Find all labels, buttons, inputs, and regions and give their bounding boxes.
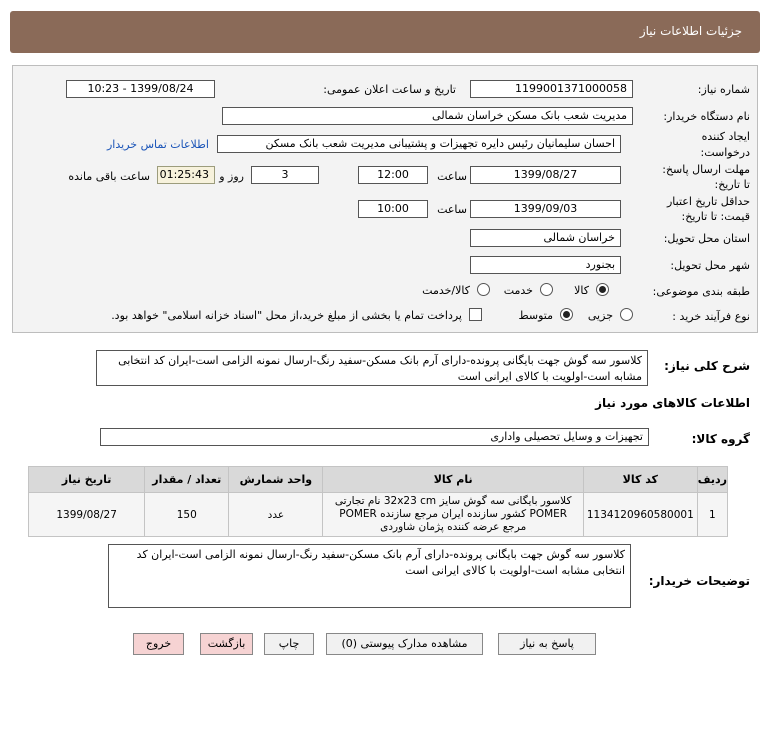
- category-goods-service-radio[interactable]: [477, 283, 490, 296]
- back-button[interactable]: بازگشت: [200, 633, 253, 655]
- summary-label: شرح کلی نیاز:: [664, 359, 750, 373]
- goods-section-title: اطلاعات کالاهای مورد نیاز: [595, 396, 750, 410]
- process-minor-label: جزیی: [587, 309, 613, 322]
- validity-label-line1: حداقل تاریخ اعتبار: [666, 195, 750, 208]
- province-field: خراسان شمالی: [470, 229, 621, 247]
- validity-time-label: ساعت: [437, 203, 467, 216]
- process-type-label: نوع فرآیند خرید :: [672, 310, 750, 323]
- deadline-label-line1: مهلت ارسال پاسخ:: [662, 163, 750, 176]
- creator-label-line2: درخواست:: [700, 146, 750, 159]
- deadline-time-field: 12:00: [358, 166, 428, 184]
- col-goods-name: نام کالا: [323, 467, 583, 493]
- creator-field: احسان سلیمانیان رئیس دایره تجهیزات و پشتیبانی مدیریت شعب بانک مسکن: [217, 135, 621, 153]
- cell-quantity: 150: [145, 493, 229, 537]
- announce-datetime-field: 1399/08/24 - 10:23: [66, 80, 215, 98]
- category-goods-label: کالا: [574, 284, 589, 297]
- remaining-time-field: 01:25:43: [157, 166, 215, 184]
- exit-button[interactable]: خروج: [133, 633, 184, 655]
- days-label: روز و: [219, 170, 244, 183]
- need-number-field: 1199001371000058: [470, 80, 633, 98]
- col-row: ردیف: [697, 467, 727, 493]
- print-button[interactable]: چاپ: [264, 633, 314, 655]
- col-goods-code: کد کالا: [583, 467, 697, 493]
- process-medium-label: متوسط: [518, 309, 553, 322]
- col-need-date: تاریخ نیاز: [29, 467, 145, 493]
- remaining-days-field: 3: [251, 166, 319, 184]
- goods-table: [28, 466, 728, 537]
- buyer-org-field: مدیریت شعب بانک مسکن خراسان شمالی: [222, 107, 633, 125]
- category-goods-service-label: کالا/خدمت: [422, 284, 470, 297]
- page-header: [10, 11, 760, 53]
- deadline-label-line2: تا تاریخ:: [714, 178, 750, 191]
- view-attachments-button[interactable]: مشاهده مدارک پیوستی (0): [326, 633, 483, 655]
- reply-to-need-button[interactable]: پاسخ به نیاز: [498, 633, 596, 655]
- creator-label-line1: ایجاد کننده: [701, 130, 750, 143]
- category-service-radio[interactable]: [540, 283, 553, 296]
- deadline-time-label: ساعت: [437, 170, 467, 183]
- need-number-label: شماره نیاز:: [697, 83, 750, 96]
- cell-goods-name: کلاسور بایگانی سه گوش سایز 32x23 cm نام تجارتی POMER کشور سازنده ایران مرجع سازنده POMER مرجع عرضه کننده پژمان شاوردی: [323, 493, 583, 537]
- province-label: استان محل تحویل:: [663, 232, 750, 245]
- goods-group-label: گروه کالا:: [691, 432, 750, 446]
- table-row: [29, 493, 728, 537]
- buyer-org-label: نام دستگاه خریدار:: [663, 110, 750, 123]
- category-service-label: خدمت: [503, 284, 533, 297]
- category-goods-radio[interactable]: [596, 283, 609, 296]
- cell-row-number: 1: [697, 493, 727, 537]
- treasury-payment-checkbox[interactable]: [469, 308, 482, 321]
- need-info-panel: [12, 65, 758, 333]
- col-quantity: تعداد / مقدار: [145, 467, 229, 493]
- buyer-contact-link[interactable]: اطلاعات تماس خریدار: [107, 138, 209, 151]
- city-label: شهر محل تحویل:: [670, 259, 750, 272]
- cell-need-date: 1399/08/27: [29, 493, 145, 537]
- announce-datetime-label: تاریخ و ساعت اعلان عمومی:: [323, 83, 456, 96]
- col-unit: واحد شمارش: [229, 467, 323, 493]
- goods-group-field: تجهیزات و وسایل تحصیلی واداری: [100, 428, 649, 446]
- summary-text: کلاسور سه گوش جهت بایگانی پرونده-دارای آرم بانک مسکن-سفید رنگ-ارسال نمونه الزامی است-ایران کد انتخابی مشابه است-اولویت با کالای ایرانی است: [96, 350, 648, 386]
- process-minor-radio[interactable]: [620, 308, 633, 321]
- remaining-time-label: ساعت باقی مانده: [68, 170, 150, 183]
- process-medium-radio[interactable]: [560, 308, 573, 321]
- category-label: طبقه بندی موضوعی:: [652, 285, 750, 298]
- cell-unit: عدد: [229, 493, 323, 537]
- deadline-date-field: 1399/08/27: [470, 166, 621, 184]
- buyer-notes-label: توضیحات خریدار:: [648, 574, 750, 588]
- validity-time-field: 10:00: [358, 200, 428, 218]
- buyer-notes-text: کلاسور سه گوش جهت بایگانی پرونده-دارای آرم بانک مسکن-سفید رنگ-ارسال نمونه الزامی است-ایران کد انتخابی مشابه است-اولویت با کالای ایرانی است: [108, 544, 631, 608]
- validity-date-field: 1399/09/03: [470, 200, 621, 218]
- validity-label-line2: قیمت: تا تاریخ:: [681, 210, 750, 223]
- page-title: جزئیات اطلاعات نیاز: [639, 24, 742, 38]
- cell-goods-code: 1134120960580001: [583, 493, 697, 537]
- treasury-payment-note: پرداخت تمام یا بخشی از مبلغ خرید،از محل "اسناد خزانه اسلامی" خواهد بود.: [111, 309, 462, 322]
- city-field: بجنورد: [470, 256, 621, 274]
